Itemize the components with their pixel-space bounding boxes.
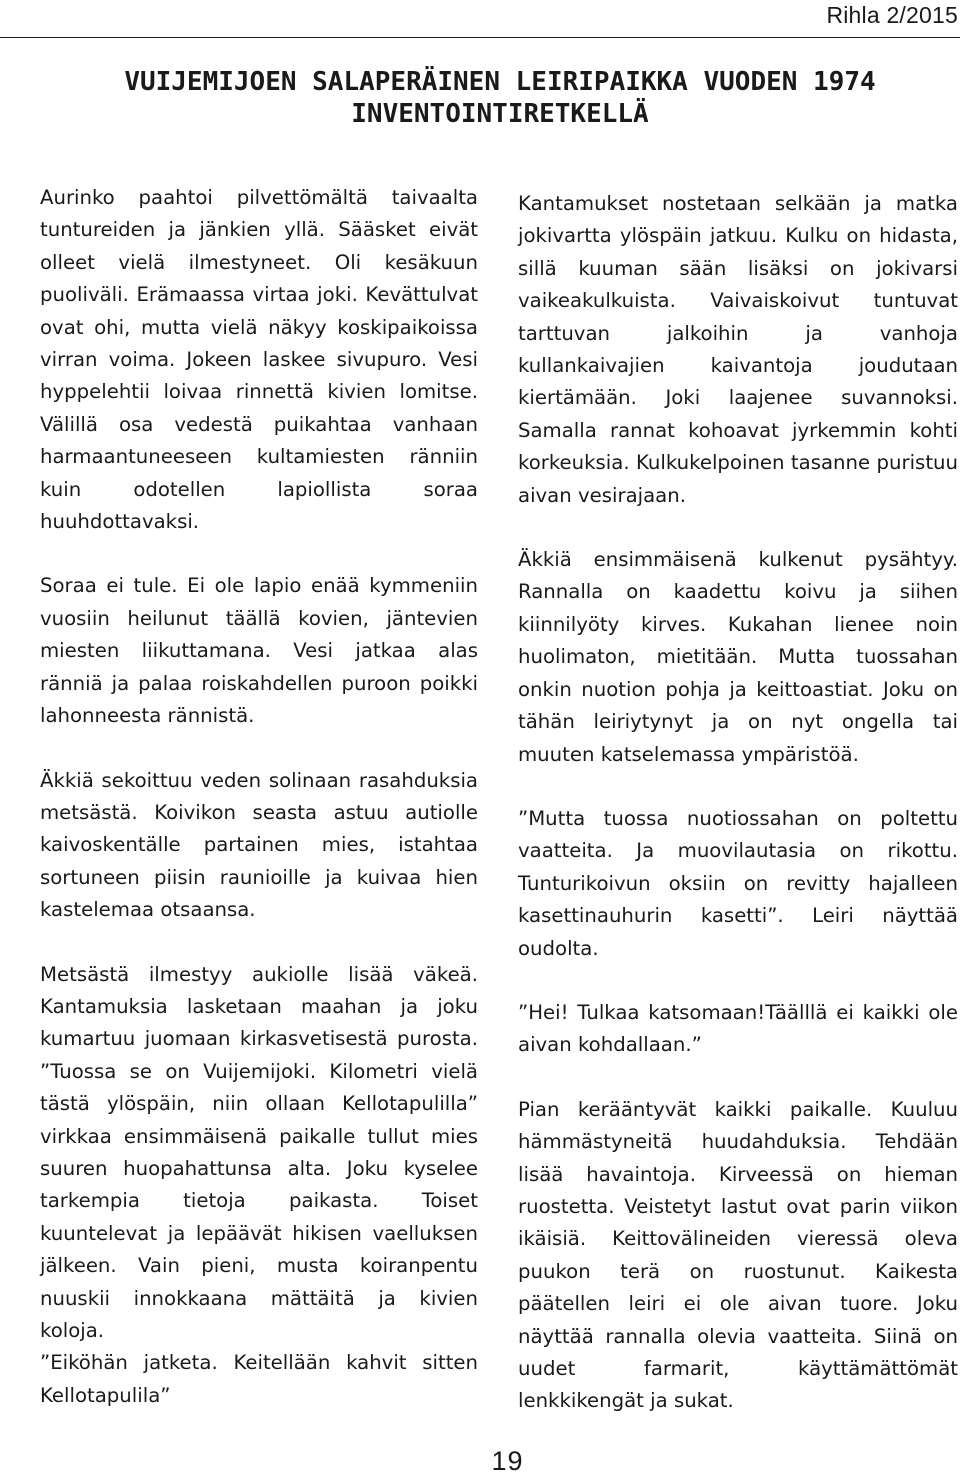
paragraph: Pian kerääntyvät kaikki paikalle. Kuuluu hämmästyneitä huudahduksia. Tehdään lisää havaintoja. Kirveessä on hieman ruostetta. Veistetyt lastut ovat parin viikon ikäisiä. Keittovälineiden vieressä oleva puukon terä on ruostunut. Kaikesta päätellen leiri ei ole aivan tuore. Joku näyttää rannalla olevia vaatteita. Siinä on uudet farmarit, käyttämättömät lenkkikengät ja sukat. (518, 1097, 958, 1413)
quote-paragraph: ”Eiköhän jatketa. Keitellään kahvit sitten Kellotapulila” (40, 1351, 478, 1407)
header-rule (0, 37, 960, 38)
article-title (40, 66, 960, 130)
article-title-line-1: VUIJEMIJOEN SALAPERÄINEN LEIRIPAIKKA VUODEN 1974 (124, 67, 876, 97)
paragraph: Kantamukset nostetaan selkään ja matka jokivartta ylöspäin jatkuu. Kulku on hidasta, sillä kuuman sään lisäksi on jokivarsi vaikeakulkuista. Vaivaiskoivut tuntuvat tarttuvan jalkoihin ja vanhoja kullankaivajien kaivantoja joudutaan kiertämään. Joki laajenee suvannoksi. Samalla rannat kohoavat jyrkemmin kohti korkeuksia. Kulkukelpoinen tasanne puristuu aivan vesirajaan. (518, 192, 958, 507)
paragraph: Soraa ei tule. Ei ole lapio enää kymmeniin vuosiin heilunut täällä kovien, jäntevien miesten liikuttamana. Vesi jatkaa alas ränniä ja palaa roiskahdellen puroon poikki lahonneesta rännistä. (40, 574, 478, 728)
paragraph: Äkkiä ensimmäisenä kulkenut pysähtyy. Rannalla on kaadettu koivu ja siihen kiinnilyöty kirves. Kukahan lienee noin huolimaton, mietitään. Mutta tuossahan onkin nuotion pohja ja keittoastiat. Joku on tähän leiriytynyt ja on nyt ongella tai muuten katselemassa ympäristöä. (518, 548, 958, 766)
issue-label: Rihla 2/2015 (826, 2, 958, 28)
page-number: 19 (491, 1446, 524, 1476)
article-title-line-2: INVENTOINTIRETKELLÄ (351, 99, 649, 129)
left-column (40, 182, 478, 1412)
quote-paragraph: ”Mutta tuossa nuotiossahan on poltettu vaatteita. Ja muovilautasia on rikottu. Tunturikoivun oksiin on revitty hajalleen kasettinauhurin kasetti”. Leiri näyttää oudolta. (518, 806, 958, 960)
quote-paragraph: ”Hei! Tulkaa katsomaan!Täälllä ei kaikki ole aivan kohdallaan.” (518, 1000, 958, 1057)
paragraph: Aurinko paahtoi pilvettömältä taivaalta tuntureiden ja jänkien yllä. Sääsket eivät olleet vielä ilmestyneet. Oli kesäkuun puoliväli. Erämaassa virtaa joki. Kevättulvat ovat ohi, mutta vielä näkyy koskipaikoissa virran voima. Jokeen laskee sivupuro. Vesi hyppelehtii loivaa rinnettä kivien lomitse. Välillä osa vedestä puikahtaa vanhaan harmaantuneeseen kultamiesten ränniin kuin odotellen lapiollista soraa huuhdottavaksi. (40, 186, 478, 534)
right-column (518, 188, 958, 1418)
paragraph: Metsästä ilmestyy aukiolle lisää väkeä. Kantamuksia lasketaan maahan ja joku kumartuu juomaan kirkasvetisestä purosta. ”Tuossa se on Vuijemijoki. Kilometri vielä tästä ylöspäin, niin ollaan Kellotapulilla” virkkaa ensimmäisenä paikalle tullut mies suuren huopahattunsa alta. Joku kyselee tarkempia tietoja paikasta. Toiset kuuntelevat ja lepäävät hikisen vaelluksen jälkeen. Vain pieni, musta koiranpentu nuuskii innokkaana mättäitä ja kivien koloja. (40, 962, 478, 1342)
paragraph: Äkkiä sekoittuu veden solinaan rasahduksia metsästä. Koivikon seasta astuu autiolle kaivoskentälle partainen mies, istahtaa sortuneen piisin raunioille ja kuivaa hien kastelemaa otsaansa. (40, 768, 478, 922)
